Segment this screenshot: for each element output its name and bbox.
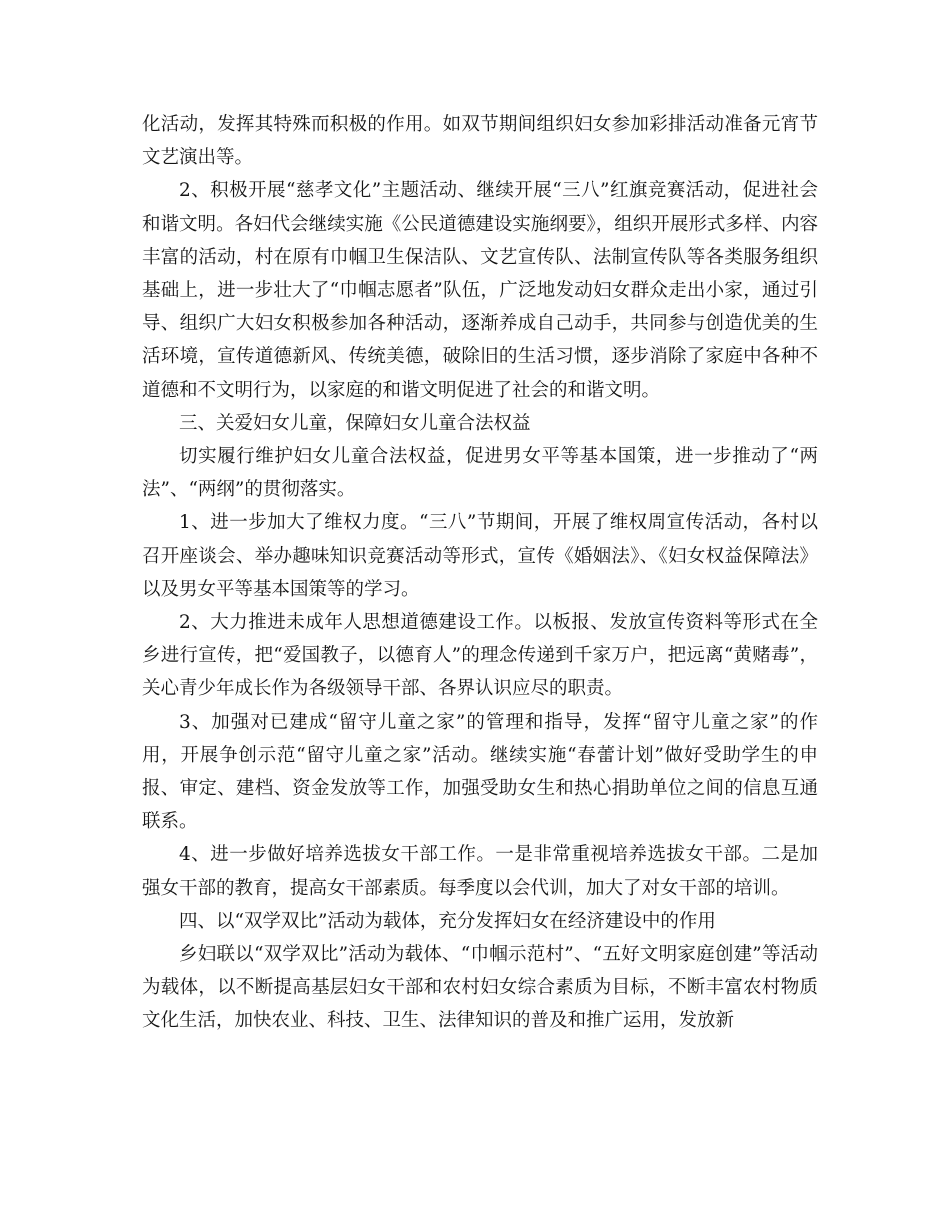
paragraph-item-2: 2、大力推进未成年人思想道德建设工作。以板报、发放宣传资料等形式在全乡进行宣传，把“爱国教子，以德育人”的理念传递到千家万户，把远离“黄赌毒”，关心青少年成长作为各级领导干部、各界认识应尽的职责。: [142, 612, 818, 700]
paragraph-continuation: 化活动，发挥其特殊而积极的作用。如双节期间组织妇女参加彩排活动准备元宵节文艺演出等。: [142, 114, 818, 169]
paragraph-item-1: 1、进一步加大了维权力度。“三八”节期间，开展了维权周宣传活动，各村以召开座谈会、举办趣味知识竞赛活动等形式，宣传《婚姻法》、《妇女权益保障法》以及男女平等基本国策等的学习。: [142, 512, 818, 600]
paragraph-shuangxue-shuangbi: 乡妇联以“双学双比”活动为载体、“巾帼示范村”、“五好文明家庭创建”等活动为载体，以不断提高基层妇女干部和农村妇女综合素质为目标，不断丰富农村物质文化生活，加快农业、科技、卫生、法律知识的普及和推广运用，发放新: [142, 944, 818, 1032]
paragraph-item-3: 3、加强对已建成“留守儿童之家”的管理和指导，发挥“留守儿童之家”的作用，开展争创示范“留守儿童之家”活动。继续实施“春蕾计划”做好受助学生的申报、审定、建档、资金发放等工作，加强受助女生和热心捐助单位之间的信息互通联系。: [142, 711, 818, 833]
paragraph-item-4: 4、进一步做好培养选拔女干部工作。一是非常重视培养选拔女干部。二是加强女干部的教育，提高女干部素质。每季度以会代训，加大了对女干部的培训。: [142, 844, 818, 899]
section-heading-4: 四、以“双学双比”活动为载体，充分发挥妇女在经济建设中的作用: [179, 910, 716, 932]
paragraph-cixiao-culture: 2、积极开展“慈孝文化”主题活动、继续开展“三八”红旗竞赛活动，促进社会和谐文明。各妇代会继续实施《公民道德建设实施纲要》，组织开展形式多样、内容丰富的活动，村在原有巾帼卫生保洁队、文艺宣传队、法制宣传队等各类服务组织基础上，进一步壮大了“巾帼志愿者”队伍，广泛地发动妇女群众走出小家，通过引导、组织广大妇女积极参加各种活动，逐渐养成自己动手，共同参与创造优美的生活环境，宣传道德新风、传统美德，破除旧的生活习惯，逐步消除了家庭中各种不道德和不文明行为，以家庭的和谐文明促进了社会的和谐文明。: [142, 180, 818, 401]
paragraph-rights-protection: 切实履行维护妇女儿童合法权益，促进男女平等基本国策，进一步推动了“两法”、“两纲”的贯彻落实。: [142, 446, 818, 501]
section-heading-3: 三、关爱妇女儿童，保障妇女儿童合法权益: [179, 412, 531, 434]
document-body: [142, 108, 818, 1038]
